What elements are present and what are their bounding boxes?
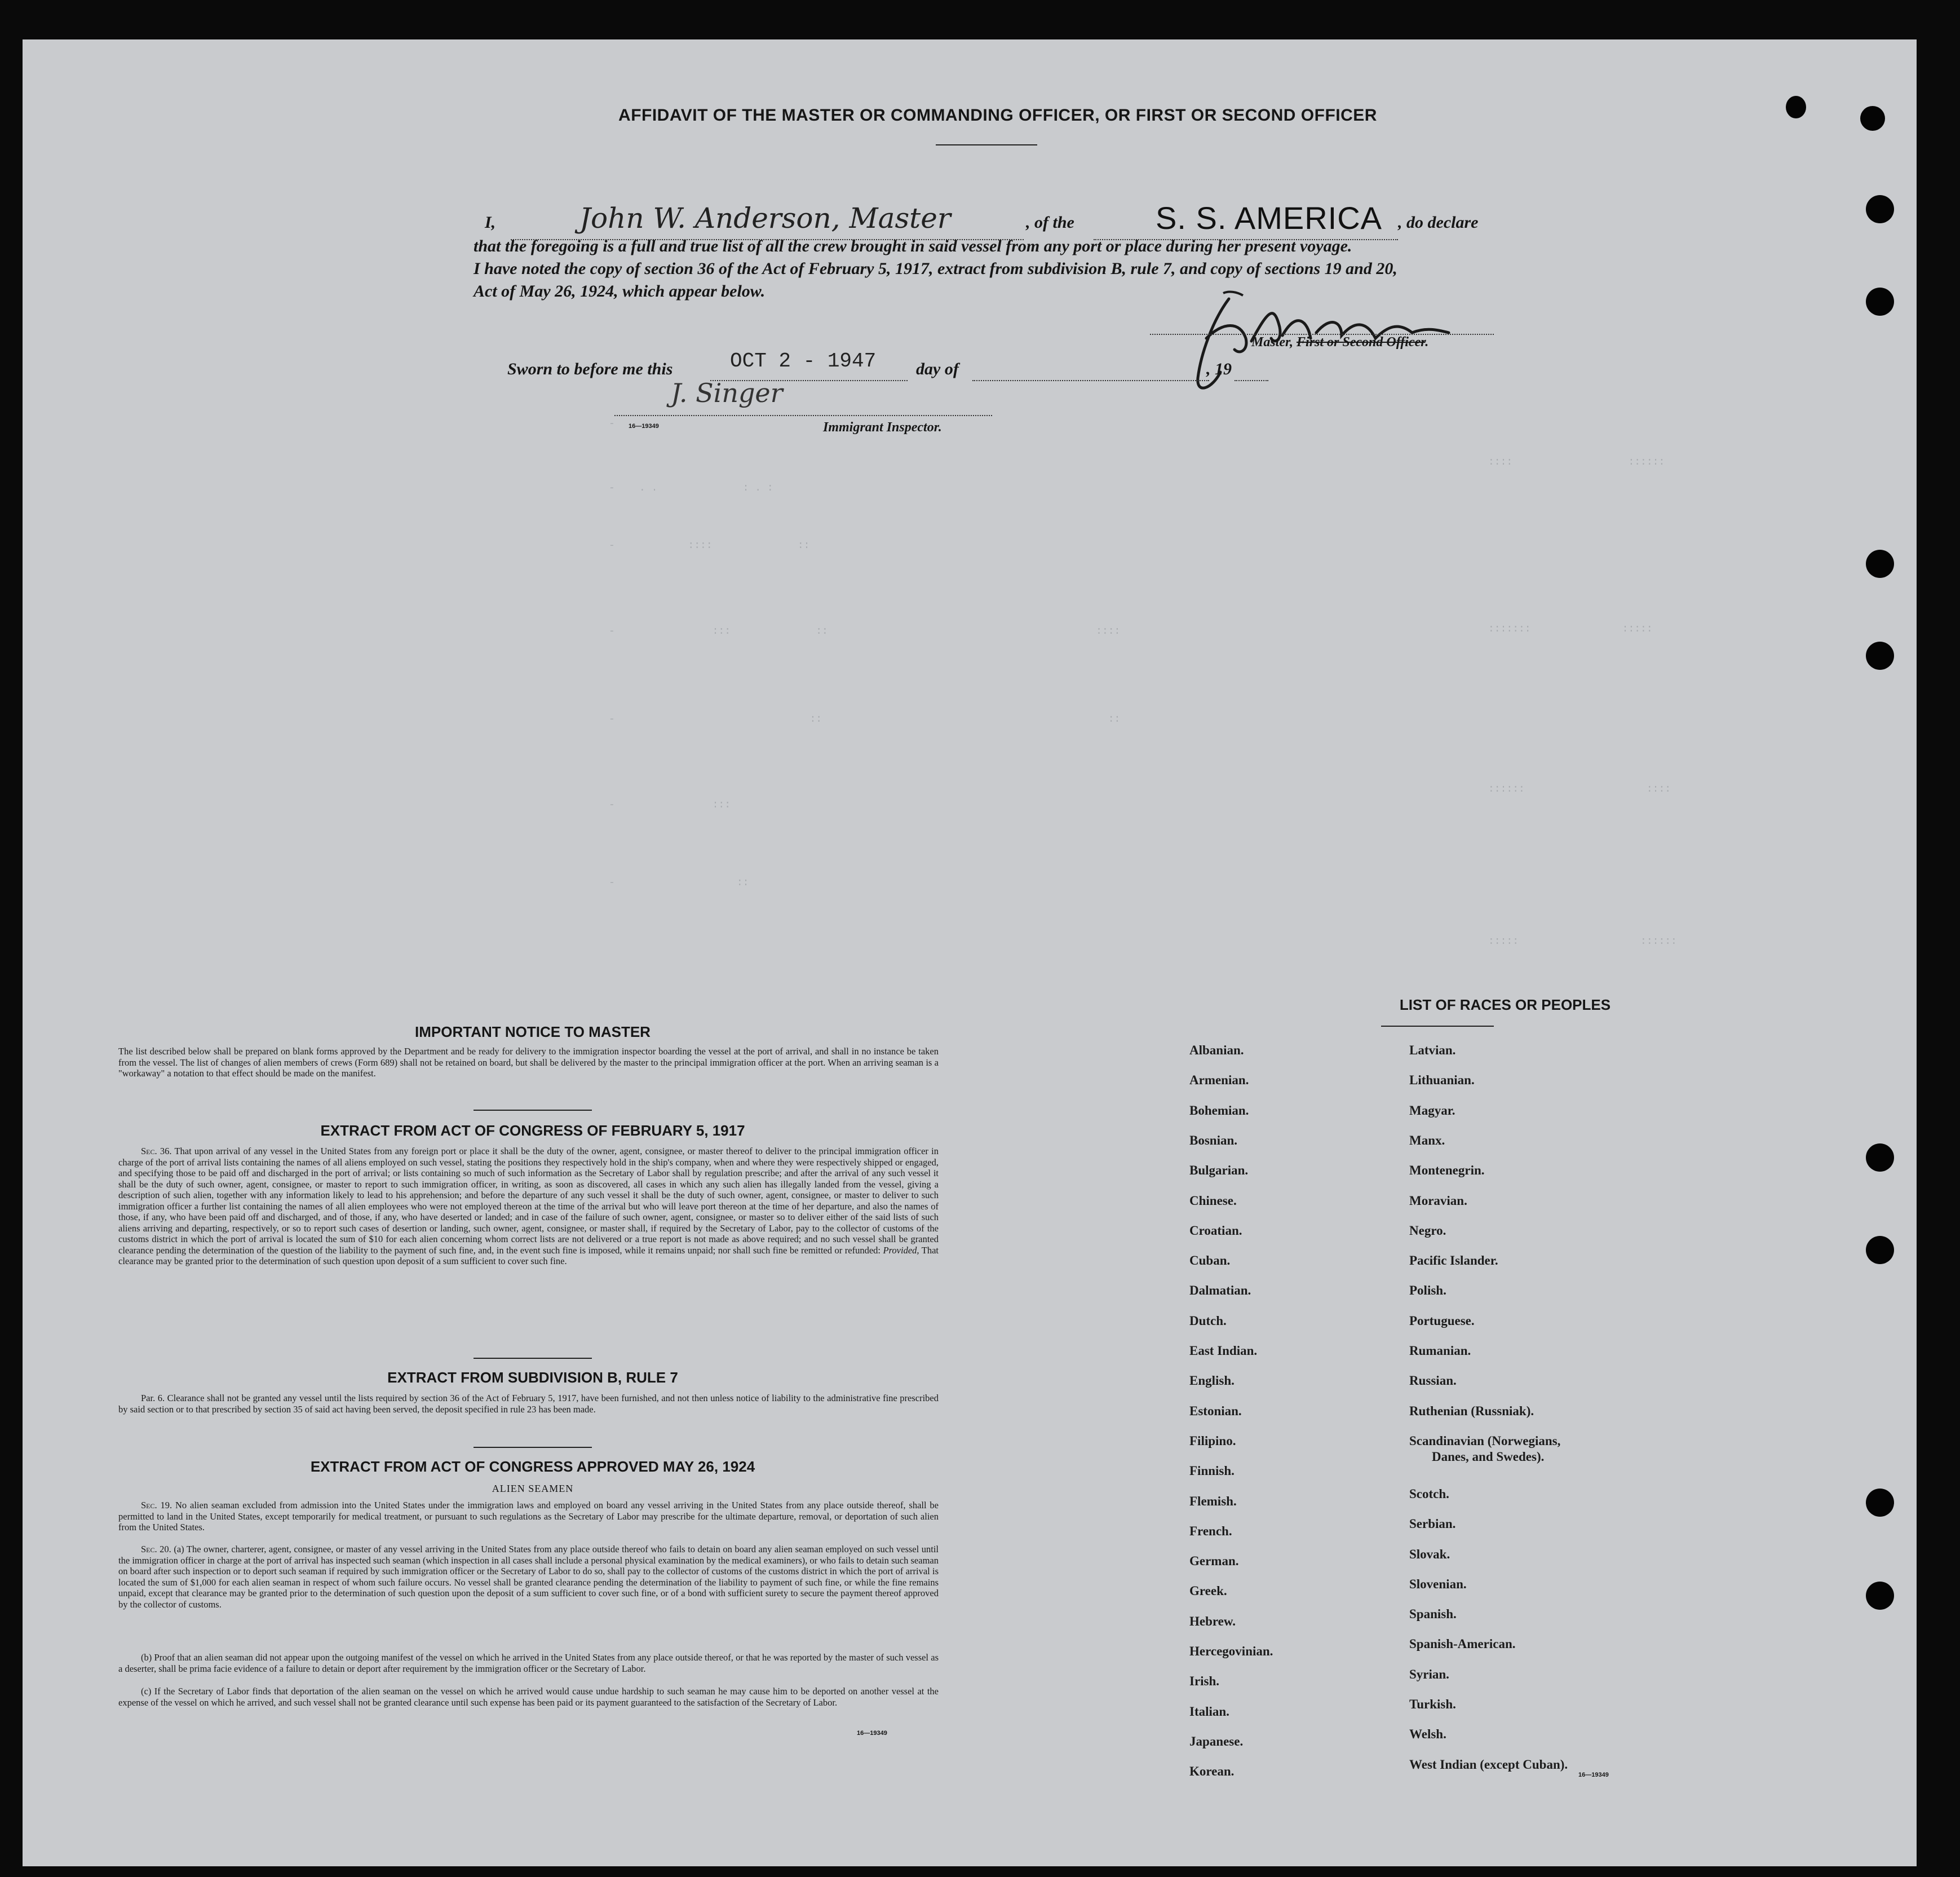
binder-hole [1866, 550, 1894, 578]
section-label: Sec. 20. [141, 1544, 171, 1554]
race-item: Hebrew. [1189, 1614, 1236, 1628]
day-of-label: day of [916, 360, 959, 378]
binder-hole [1866, 1236, 1894, 1264]
divider [474, 1358, 592, 1359]
inspector-signature-line [614, 415, 992, 416]
race-item: English. [1189, 1373, 1235, 1388]
section-20a-text: (a) The owner, charterer, agent, consignee, or master of any vessel arriving in the United States from any place outside thereof who fails to detain on board any alien seaman employed on such vessel until the immigration officer in charge at the port of arrival has inspected such seaman (which inspection in all cases shall include a personal physical examination by the medical examiners), or who fails to detain such seaman on board after such inspection or to deport such seaman if required by such immigration officer or the Secretary of Labor to do so, shall pay to the collector of customs of the customs district in which the port of arrival is located the sum of $1,000 for each alien seaman in respect of whom such failure occurs. No vessel shall be granted clearance pending the determination of the liability to payment of such fine, or while the fine remains unpaid, except that clearance may be granted prior to the determination of such question upon the deposit of a sum sufficient to cover such fine, or of a bond with sufficient surety to secure the payment thereof approved by the collector of customs. [118, 1544, 939, 1610]
divider [474, 1447, 592, 1448]
race-item: Filipino. [1189, 1433, 1236, 1448]
divider [474, 1110, 592, 1111]
binder-hole [1866, 1143, 1894, 1172]
declaration-line-2: that the foregoing is a full and true list of all the crew brought in said vessel from any port or place during her present voyage. [474, 237, 1352, 255]
vessel-name: S. S. AMERICA [1156, 200, 1382, 236]
race-item: Syrian. [1409, 1667, 1449, 1681]
race-item: Greek. [1189, 1584, 1227, 1598]
alien-seamen-subtitle: ALIEN SEAMEN [492, 1483, 574, 1494]
race-item: Japanese. [1189, 1734, 1244, 1748]
race-item: Latvian. [1409, 1043, 1456, 1057]
section-19-body [118, 1500, 939, 1533]
section-20c-body: (c) If the Secretary of Labor finds that deportation of the alien seaman on the vessel on which he arrived would cause undue hardship to such seaman he may cause him to be deported on another vessel at the expense of the vessel on which he arrived, and such vessel shall not be granted clearance until such expense has been paid or its payment guaranteed to the satisfaction of the Secretary of Labor. [118, 1686, 939, 1708]
affidavit-title: AFFIDAVIT OF THE MASTER OR COMMANDING OFFICER, OR FIRST OR SECOND OFFICER [618, 106, 1377, 125]
race-item: Spanish-American. [1409, 1637, 1516, 1651]
race-item: Armenian. [1189, 1073, 1249, 1088]
section-20b-body: (b) Proof that an alien seaman did not appear upon the outgoing manifest of the vessel on which he arrived in the United States from any place outside thereof, or that he was reported by the master of such vessel as a deserter, shall be prima facie evidence of a failure to detain or deport after requirement by the immigration officer or the Secretary of Labor. [118, 1652, 939, 1674]
race-item: Bulgarian. [1189, 1163, 1249, 1178]
race-item: Rumanian. [1409, 1344, 1471, 1358]
year-prefix: , 19 [1206, 360, 1232, 378]
race-item: Scotch. [1409, 1486, 1449, 1501]
race-item: West Indian (except Cuban). [1409, 1757, 1568, 1772]
section-label: Sec. 36. [141, 1146, 172, 1156]
race-item: Dalmatian. [1189, 1283, 1251, 1298]
race-item: Pacific Islander. [1409, 1253, 1498, 1268]
sworn-row [507, 350, 1268, 388]
race-item: German. [1189, 1554, 1239, 1569]
race-item: Dutch. [1189, 1313, 1227, 1328]
race-item: Russian. [1409, 1373, 1457, 1388]
race-item: Estonian. [1189, 1403, 1242, 1418]
race-item: Croatian. [1189, 1223, 1242, 1238]
divider [1381, 1026, 1494, 1027]
binder-hole [1866, 195, 1894, 223]
race-item: Magyar. [1409, 1103, 1455, 1118]
notice-title: IMPORTANT NOTICE TO MASTER [415, 1023, 651, 1040]
section-36-text: That upon arrival of any vessel in the United States from any foreign port or place it shall be the duty of the owner, agent, consignee, or master thereof to deliver to the principal immigration officer in charge of the port of arrival lists containing the names of all aliens employed on such vessel, stating the positions they respectively hold in the ship's company, when and where they were respectively shipped or engaged, and specifying those to be paid off and discharged in the port of arrival; or lists containing so much of such information as the Secretary of Labor shall by regulation prescribe; and after the arrival of any such vessel it shall be the duty of such owner, agent, consignee, or master to report to such immigration officer, in writing, as soon as discovered, all cases in which any such alien has illegally landed from the vessel, giving a description of such alien, together with any information likely to lead to his apprehension; and before the departure of any such vessel it shall be the duty of such owner, agent, consignee, or master to deliver to such immigration officer a further list containing the names of all alien employees who were not employed thereon at the time of the arrival but who will leave port thereon at the time of her departure, and also the names of those, if any, who have been paid off and discharged, and of those, if any, who have deserted or landed; and in case of the failure of such owner, agent, consignee, or master so to deliver either of the said lists of such aliens arriving and departing, respectively, or so to report such cases of desertion or landing, such owner, agent, consignee, or master shall, if required by the Secretary of Labor, pay to the collector of customs of the customs district in which the port of arrival is located the sum of $10 for each alien concerning whom correct lists are not delivered or a true report is not made as above required; and no such vessel shall be granted clearance pending the determination of the question of the liability to the payment of such fine, and, in the event such fine is imposed, while it remains unpaid; nor shall such fine be remitted or refunded: [118, 1146, 939, 1256]
proviso-label: Provided, [883, 1244, 919, 1256]
binder-hole [1866, 1489, 1894, 1517]
race-item: Spanish. [1409, 1607, 1457, 1622]
race-item: Cuban. [1189, 1253, 1231, 1268]
binder-hole [1866, 288, 1894, 316]
race-item: Danes, and Swedes). [1432, 1449, 1545, 1464]
document-sheet: - - . . : . : - :::: :: - ::: :: :::: - :: :: - ::: - :: :::: :::::: ::::::: ::::: :::::: :::: ::::: :::::: AFFIDAVIT OF THE MASTER OR COMMANDING OFFICER, OR FIRST OR SECOND OFFICER I, John W. Anderson, Master , of the S. S. AMERICA , do declare that the foregoing is a full and true list of all the crew brought in said vessel from any port or place during her present voyage. I have noted the copy of section 36 of the Act of February 5, 1917, extract from subdivision B, rule 7, and copy of sections 19 and 20, Act of May 26, 1924, which appear below. Master, First or Second Officer. Sworn to before me this OCT 2 - 1947 day of , 19 J. Singer 16—19349 Immigrant Inspector. IMPORTANT NOTICE TO MASTER The list described below shall be prepared on blank forms approved by the Department and be ready for delivery to the immigration inspector boarding the vessel at the port of arrival, and shall in no instance be taken from the vessel. The list of changes of alien members of crews (Form 689) shall not be retained on board, but shall be delivered by the master to the principal immigration officer at the port. When an arriving seaman is a "workaway" a notation to that effect should be made on the manifest. EXTRACT FROM ACT OF CONGRESS OF FEBRUARY 5, 1917 Sec. 36. That upon arrival of any vessel in the United States from any foreign port or place it shall be the duty of the owner, agent, consignee, or master thereof to deliver to the principal immigration officer in charge of the port of arrival lists containing the names of all aliens employed on such vessel, stating the positions they respectively hold in the ship's company, when and where they were respectively shipped or engaged, and specifying those to be paid off and discharged in the port of arrival; or lists containing so much of such information as the Secretary of Labor shall by regulation prescribe; and after the arrival of any such vessel it shall be the duty of such owner, agent, consignee, or master to report to such immigration officer, in writing, as soon as discovered, all cases in which any such alien has illegally landed from the vessel, giving a description of such alien, together with any information likely to lead to his apprehension; and before the departure of any such vessel it shall be the duty of such owner, agent, consignee, or master to deliver to such immigration officer a further list containing the names of all alien employees who were not employed thereon at the time of the arrival but who will leave port thereon at the time of her departure, and also the names of those, if any, who have been paid off and discharged, and of those, if any, who have deserted or landed; and in case of the failure of such owner, agent, consignee, or master so to deliver either of the said lists of such aliens arriving and departing, respectively, or so to report such cases of desertion or landing, such owner, agent, consignee, or master shall, if required by the Secretary of Labor, pay to the collector of customs of the customs district in which the port of arrival is located the sum of $10 for each alien concerning whom correct lists are not delivered or a true report is not made as above required; and no such vessel shall be granted clearance pending the determination of the question of the liability to the payment of such fine, and, in the event such fine is imposed, while it remains unpaid; nor shall such fine be remitted or refunded: Provided, That clearance may be granted prior to the determination of such question upon deposit of a sum sufficient to cover such fine. EXTRACT FROM SUBDIVISION B, RULE 7 Par. 6. Clearance shall not be granted any vessel until the lists required by section 36 of the Act of February 5, 1917, have been furnished, and not then unless notice of liability to the administrative fine prescribed by said section or to that prescribed by section 35 of said act having been served, the deposit specified in rule 23 has been made. EXTRACT FROM ACT OF CONGRESS APPROVED MAY 26, 1924 ALIEN SEAMEN Sec. 19. No alien seaman excluded from admission into the United States under the immigration laws and employed on board any vessel arriving in the United States from any place outside thereof, shall be permitted to land in the United States, except temporarily for medical treatment, or pursuant to such regulations as the Secretary of Labor may prescribe for the ultimate departure, removal, or deportation of such alien from the United States. Sec. 20. (a) The owner, charterer, agent, consignee, or master of any vessel arriving in the United States from any place outside thereof who fails to detain on board any alien seaman employed on such vessel until the immigration officer in charge at the port of arrival has inspected such seaman (which inspection in all cases shall include a personal physical examination by the medical examiners), or who fails to detain such seaman on board after such inspection or to deport such seaman if required by such immigration officer or the Secretary of Labor to do so, shall pay to the collector of customs of the customs district in which the port of arrival is located the sum of $1,000 for each alien seaman in respect of whom such failure occurs. No vessel shall be granted clearance pending the determination of the liability to payment of such fine, or while the fine remains unpaid, except that clearance may be granted prior to the determination of such question upon the deposit of a sum sufficient to cover such fine, or of a bond with sufficient surety to secure the payment thereof approved by the collector of customs. (b) Proof that an alien seaman did not appear upon the outgoing manifest of the vessel on which he arrived in the United States from any place outside thereof, or that he was reported by the master of such vessel as a deserter, shall be prima facie evidence of a failure to detain or deport after requirement by the immigration officer or the Secretary of Labor. (c) If the Secretary of Labor finds that deportation of the alien seaman on the vessel on which he arrived would cause undue hardship to such seaman he may cause him to be deported on another vessel at the expense of the vessel on which he arrived, and such vessel shall not be granted clearance until such expense has been paid or its payment guaranteed to the satisfaction of the Secretary of Labor. 16—19349 LIST OF RACES OR PEOPLES Albanian. Armenian. Bohemian. Bosnian. Bulgarian. Chinese. Croatian. Cuban. Dalmatian. Dutch. East Indian. English. Estonian. Filipino. Finnish. Flemish. French. German. Greek. Hebrew. Hercegovinian. Irish. Italian. Japanese. Korean. Latvian. Lithuanian. Magyar. Manx. Montenegrin. Moravian. Negro. Pacific Islander. Polish. Portuguese. Rumanian. Russian. Ruthenian (Russniak). Scandinavian (Norwegians, Danes, and Swedes). Scotch. Serbian. Slovak. Slovenian. Spanish. Spanish-American. Syrian. Turkish. Welsh. West Indian (except Cuban). 16—19349 [23, 39, 1917, 1866]
race-item: Italian. [1189, 1704, 1229, 1719]
race-item: Albanian. [1189, 1043, 1244, 1057]
race-item: Hercegovinian. [1189, 1644, 1273, 1658]
sworn-label: Sworn to before me this [507, 360, 673, 378]
race-item: East Indian. [1189, 1344, 1258, 1358]
race-item: Ruthenian (Russniak). [1409, 1403, 1534, 1418]
race-item: Montenegrin. [1409, 1163, 1485, 1178]
section-label: Sec. 19. [141, 1500, 172, 1511]
race-item: Chinese. [1189, 1193, 1237, 1208]
section-20a-body [118, 1544, 939, 1610]
binder-hole [1866, 1582, 1894, 1610]
race-item: Bosnian. [1189, 1133, 1238, 1147]
race-item: Korean. [1189, 1764, 1235, 1779]
declaration-line-4: Act of May 26, 1924, which appear below. [474, 282, 766, 301]
race-item: Polish. [1409, 1283, 1446, 1298]
master-title-prefix: Master, [1251, 335, 1294, 350]
race-item: Finnish. [1189, 1464, 1235, 1478]
race-item: French. [1189, 1523, 1232, 1538]
master-title-label: Master, First or Second Officer. [1251, 335, 1429, 350]
extract-1924-title: EXTRACT FROM ACT OF CONGRESS APPROVED MAY 26, 1924 [310, 1458, 755, 1475]
race-item: Scandinavian (Norwegians, [1409, 1433, 1561, 1448]
form-number: 16—19349 [629, 423, 659, 430]
form-number: 16—19349 [857, 1730, 887, 1737]
of-the-label: , of the [1026, 213, 1074, 232]
struck-officer-title: First or Second Officer [1297, 335, 1426, 350]
extract-1917-body [118, 1146, 939, 1267]
notice-body: The list described below shall be prepared on blank forms approved by the Department and be ready for delivery to the immigration inspector boarding the vessel at the port of arrival, and shall in no instance be taken from the vessel. The list of changes of alien members of crews (Form 689) shall not be retained on board, but shall be delivered by the master to the principal immigration officer at the port. When an arriving seaman is a "workaway" a notation to that effect should be made on the manifest. [118, 1046, 939, 1079]
race-item: Slovenian. [1409, 1576, 1467, 1591]
proviso-text: That clearance may be granted prior to the determination of such question upon deposit of a sum sufficient to cover such fine. [118, 1244, 939, 1266]
inspector-signature: J. Singer [671, 378, 783, 408]
sworn-date-stamp: OCT 2 - 1947 [730, 350, 877, 373]
race-item: Lithuanian. [1409, 1073, 1475, 1088]
races-title: LIST OF RACES OR PEOPLES [1399, 996, 1611, 1013]
race-item: Manx. [1409, 1133, 1445, 1147]
race-item: Turkish. [1409, 1697, 1456, 1711]
race-item: Welsh. [1409, 1727, 1446, 1742]
race-item: Moravian. [1409, 1193, 1467, 1208]
master-name-handwritten: John W. Anderson, Master [579, 202, 951, 235]
race-item: Bohemian. [1189, 1103, 1249, 1118]
race-item: Slovak. [1409, 1547, 1450, 1561]
race-item: Irish. [1189, 1674, 1220, 1689]
i-label: I, [485, 213, 496, 232]
do-declare-label: , do declare [1398, 213, 1479, 232]
race-item: Serbian. [1409, 1517, 1456, 1531]
form-number: 16—19349 [1578, 1772, 1609, 1778]
declaration-line-3: I have noted the copy of section 36 of the Act of February 5, 1917, extract from subdivision B, rule 7, and copy of sections 19 and 20, [474, 259, 1397, 278]
race-item: Flemish. [1189, 1494, 1237, 1508]
extract-rule7-body: Par. 6. Clearance shall not be granted any vessel until the lists required by section 36 of the Act of February 5, 1917, have been furnished, and not then unless notice of liability to the administrative fine prescribed by said section or to that prescribed by section 35 of said act having been served, the deposit specified in rule 23 has been made. [118, 1393, 939, 1415]
race-item: Portuguese. [1409, 1313, 1475, 1328]
extract-rule7-title: EXTRACT FROM SUBDIVISION B, RULE 7 [387, 1369, 678, 1386]
binder-hole [1860, 106, 1885, 131]
month-fill-line [972, 380, 1209, 381]
binder-hole [1786, 96, 1806, 118]
year-fill-line [1235, 380, 1268, 381]
section-19-text: No alien seaman excluded from admission into the United States under the immigration laws and employed on board any vessel arriving in the United States from any place outside thereof, shall be permitted to land in the United States, except temporarily for medical treatment, or pursuant to such regulations as the Secretary of Labor may prescribe for the ultimate departure, removal, or deportation of such alien from the United States. [118, 1500, 939, 1532]
extract-1917-title: EXTRACT FROM ACT OF CONGRESS OF FEBRUARY 5, 1917 [320, 1122, 745, 1139]
inspector-label: Immigrant Inspector. [823, 420, 942, 435]
race-item: Negro. [1409, 1223, 1446, 1238]
binder-hole [1866, 642, 1894, 670]
divider [936, 144, 1037, 145]
